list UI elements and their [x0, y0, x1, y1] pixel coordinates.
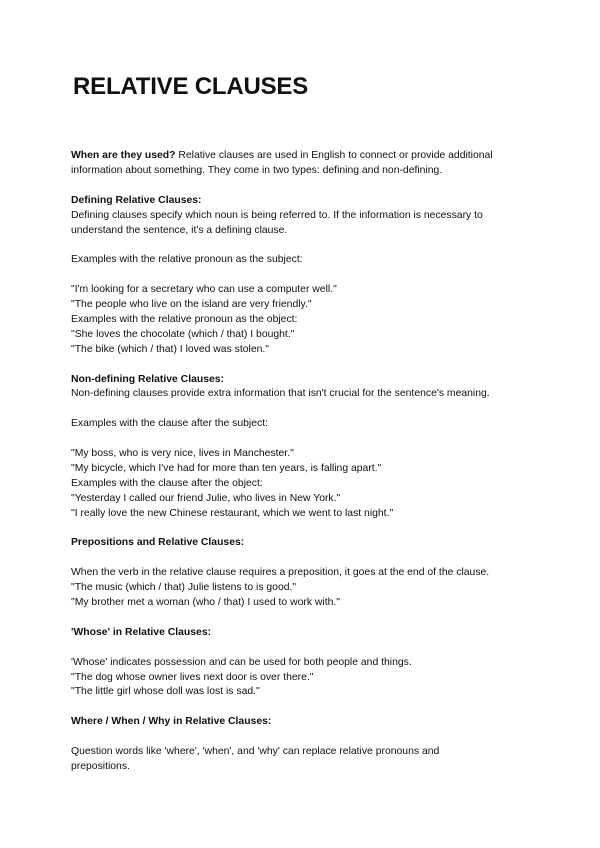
spacer: [71, 358, 526, 373]
intro-line-1: Relative clauses are used in English to connect or provide additional: [175, 150, 493, 161]
non-defining-subject-intro: Examples with the clause after the subject:: [71, 418, 268, 430]
document-body: [71, 149, 526, 775]
defining-desc-1: Defining clauses specify which noun is being referred to. If the information is necessary to: [71, 209, 483, 221]
spacer: [71, 238, 526, 253]
spacer: [71, 641, 526, 656]
section-heading-where-when-why: Where / When / Why in Relative Clauses:: [71, 716, 272, 728]
section-heading-whose: 'Whose' in Relative Clauses:: [71, 626, 212, 638]
non-defining-example-1: "My boss, who is very nice, lives in Manchester.": [71, 448, 294, 460]
section-heading-non-defining: Non-defining Relative Clauses:: [71, 373, 224, 385]
page-title: RELATIVE CLAUSES: [73, 73, 309, 100]
whose-desc: 'Whose' indicates possession and can be used for both people and things.: [71, 656, 412, 668]
non-defining-desc: Non-defining clauses provide extra information that isn't crucial for the sentence's meaning.: [71, 388, 490, 400]
defining-example-4: "The bike (which / that) I loved was stolen.": [71, 343, 269, 355]
where-when-why-desc-1: Question words like 'where', 'when', and 'why' can replace relative pronouns and: [71, 746, 440, 758]
prepositions-example-2: "My brother met a woman (who / that) I used to work with.": [71, 597, 340, 609]
defining-desc-2: understand the sentence, it's a defining clause.: [71, 224, 288, 236]
spacer: [71, 730, 526, 745]
defining-example-2: "The people who live on the island are very friendly.": [71, 299, 312, 311]
intro-lead: When are they used?: [71, 150, 176, 161]
spacer: [71, 402, 526, 417]
intro-line-2: information about something. They come in two types: defining and non-defining.: [71, 164, 443, 176]
spacer: [71, 700, 526, 715]
non-defining-example-2: "My bicycle, which I've had for more than ten years, is falling apart.": [71, 462, 382, 474]
spacer: [71, 611, 526, 626]
spacer: [71, 268, 526, 283]
spacer: [71, 432, 526, 447]
defining-example-1: "I'm looking for a secretary who can use a computer well.": [71, 284, 337, 296]
spacer: [71, 522, 526, 537]
section-heading-defining: Defining Relative Clauses:: [71, 194, 202, 206]
non-defining-example-4: "I really love the new Chinese restaurant, which we went to last night.": [71, 507, 394, 519]
section-heading-prepositions: Prepositions and Relative Clauses:: [71, 537, 245, 549]
intro-paragraph: [71, 149, 526, 164]
prepositions-desc: When the verb in the relative clause requires a preposition, it goes at the end of the clause.: [71, 567, 490, 579]
spacer: [71, 551, 526, 566]
spacer: [71, 179, 526, 194]
non-defining-example-3: "Yesterday I called our friend Julie, who lives in New York.": [71, 492, 341, 504]
where-when-why-desc-2: prepositions.: [71, 760, 130, 772]
non-defining-object-intro: Examples with the clause after the object:: [71, 477, 263, 489]
defining-subject-intro: Examples with the relative pronoun as the subject:: [71, 254, 303, 266]
whose-example-2: "The little girl whose doll was lost is sad.": [71, 686, 260, 698]
whose-example-1: "The dog whose owner lives next door is over there.": [71, 671, 314, 683]
prepositions-example-1: "The music (which / that) Julie listens to is good.": [71, 582, 297, 594]
defining-object-intro: Examples with the relative pronoun as the object:: [71, 313, 298, 325]
defining-example-3: "She loves the chocolate (which / that) I bought.": [71, 328, 295, 340]
